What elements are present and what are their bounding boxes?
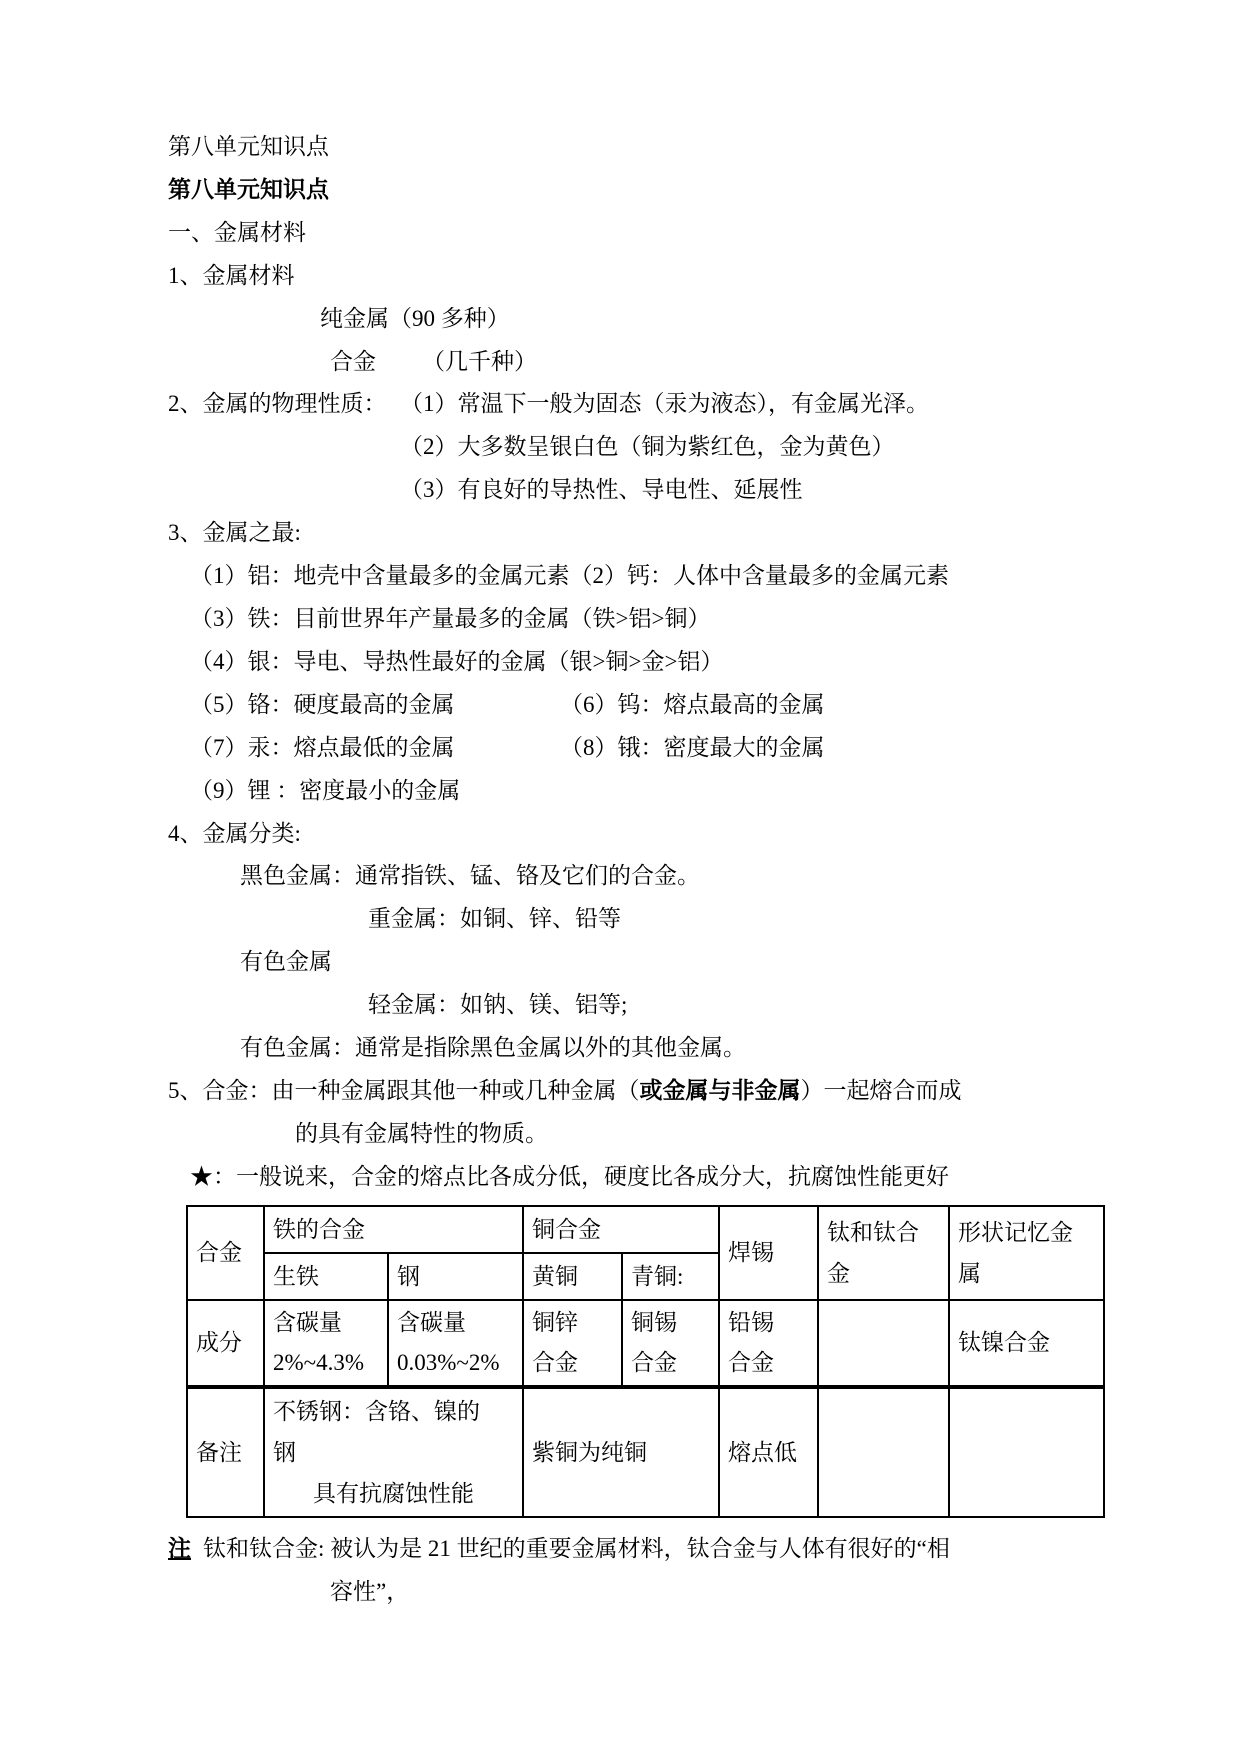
comp-bronze-line1: 铜锡 (631, 1309, 677, 1335)
doc-title-bold: 第八单元知识点 (168, 176, 329, 202)
footnote (168, 1528, 1113, 1571)
footnote-line-1: 钛和钛合金: 被认为是 21 世纪的重要金属材料，钛合金与人体有很好的“相 (203, 1535, 950, 1561)
table-sub-brass: 黄铜 (523, 1253, 622, 1300)
item-5-suffix: ）一起熔合而成 (800, 1077, 962, 1103)
section-1-heading: 一、金属材料 (168, 219, 306, 245)
comp-solder-line1: 铅锡 (728, 1309, 774, 1335)
item-2-point-2: （2）大多数呈银白色（铜为紫红色，金为黄色） (400, 434, 895, 460)
item-3-point-4: （4）银：导电、导热性最好的金属（银>铜>金>铝） (190, 648, 724, 674)
table-col-titanium: 钛和钛合金 (818, 1206, 949, 1300)
item-2-row (168, 383, 1113, 426)
remark-iron-line3: 具有抗腐蚀性能 (313, 1480, 474, 1506)
item-2-label: 2、金属的物理性质： (168, 391, 387, 417)
table-remark-shape-memory-empty (949, 1387, 1104, 1517)
table-comp-solder (719, 1300, 818, 1387)
table-sub-pig-iron: 生铁 (264, 1253, 388, 1300)
table-sub-steel: 钢 (388, 1253, 523, 1300)
comp-pig-iron-line1: 含碳量 (273, 1309, 342, 1335)
item-3-point-7: （7）汞：熔点最低的金属 (190, 734, 455, 760)
table-group-iron-alloys: 铁的合金 (264, 1206, 523, 1253)
table-comp-steel (388, 1300, 523, 1387)
item-2-point-1: （1）常温下一般为固态（汞为液态），有金属光泽。 (400, 391, 929, 417)
item-3-point-9: （9）锂 ：密度最小的金属 (190, 777, 461, 803)
remark-iron-line2: 钢 (273, 1439, 296, 1465)
table-col-shape-memory: 形状记忆金属 (949, 1206, 1104, 1300)
table-comp-bronze (622, 1300, 719, 1387)
table-col-solder: 焊锡 (719, 1206, 818, 1300)
item-3-point-1-2: （1）铝：地壳中含量最多的金属元素（2）钙：人体中含量最多的金属元素 (190, 563, 949, 589)
item-1-alloy-term: 合金 (330, 348, 376, 374)
item-1-alloy (330, 341, 1113, 384)
item-4-colored-metal-def: 有色金属：通常是指除黑色金属以外的其他金属。 (240, 1035, 746, 1061)
table-corner-alloy: 合金 (187, 1206, 264, 1300)
item-5-line-2: 的具有金属特性的物质。 (295, 1120, 548, 1146)
document-content (168, 126, 1113, 1613)
item-3-point-5: （5）铬：硬度最高的金属 (190, 691, 455, 717)
item-5-prefix: 5、合金：由一种金属跟其他一种或几种金属（ (168, 1077, 640, 1103)
item-3-point-5-6 (190, 684, 1113, 727)
table-comp-titanium-empty (818, 1300, 949, 1387)
comp-steel-line1: 含碳量 (397, 1309, 466, 1335)
alloy-table (186, 1205, 1105, 1518)
table-row-label-composition: 成分 (187, 1300, 264, 1387)
table-sub-bronze: 青铜: (622, 1253, 719, 1300)
table-remark-copper: 紫铜为纯铜 (523, 1387, 719, 1517)
item-1-alloy-count: （几千种） (422, 348, 537, 374)
item-1-pure-metal: 纯金属（90 多种） (320, 305, 510, 331)
item-4-colored-metal: 有色金属 (240, 949, 332, 975)
item-1-label: 1、金属材料 (168, 262, 295, 288)
table-comp-shape-memory: 钛镍合金 (949, 1300, 1104, 1387)
table-remark-iron (264, 1387, 523, 1517)
comp-steel-line2: 0.03%~2% (397, 1349, 500, 1375)
doc-title-regular: 第八单元知识点 (168, 134, 329, 159)
item-5-definition (168, 1070, 1113, 1113)
comp-brass-line1: 铜锌 (532, 1309, 578, 1335)
table-remark-solder: 熔点低 (719, 1387, 818, 1517)
table-remark-titanium-empty (818, 1387, 949, 1517)
table-comp-brass (523, 1300, 622, 1387)
item-4-light-metal: 轻金属：如钠、镁、铝等; (368, 992, 628, 1018)
comp-solder-line2: 合金 (728, 1349, 774, 1375)
item-3-label: 3、金属之最: (168, 520, 301, 546)
footnote-line-2: 容性”， (330, 1578, 410, 1604)
item-2-point-3: （3）有良好的导热性、导电性、延展性 (400, 477, 803, 503)
table-group-copper-alloys: 铜合金 (523, 1206, 719, 1253)
item-4-heavy-metal: 重金属：如铜、锌、铅等 (368, 906, 621, 932)
item-3-point-7-8 (190, 727, 1113, 770)
comp-brass-line2: 合金 (532, 1349, 578, 1375)
item-5-bold-phrase: 或金属与非金属 (639, 1077, 801, 1103)
footnote-label: 注 (168, 1535, 191, 1561)
remark-iron-line1: 不锈钢：含铬、镍的 (273, 1398, 480, 1424)
item-3-point-6: （6）钨：熔点最高的金属 (560, 691, 825, 717)
item-3-point-8: （8）锇：密度最大的金属 (560, 734, 825, 760)
item-4-black-metal: 黑色金属：通常指铁、锰、铬及它们的合金。 (240, 863, 700, 889)
table-comp-pig-iron (264, 1300, 388, 1387)
star-note: ★：一般说来，合金的熔点比各成分低，硬度比各成分大，抗腐蚀性能更好 (190, 1163, 949, 1189)
comp-bronze-line2: 合金 (631, 1349, 677, 1375)
comp-pig-iron-line2: 2%~4.3% (273, 1349, 365, 1375)
item-4-label: 4、金属分类: (168, 820, 301, 846)
table-row-label-remark: 备注 (187, 1387, 264, 1517)
item-3-point-3: （3）铁：目前世界年产量最多的金属（铁>铝>铜） (190, 605, 711, 631)
